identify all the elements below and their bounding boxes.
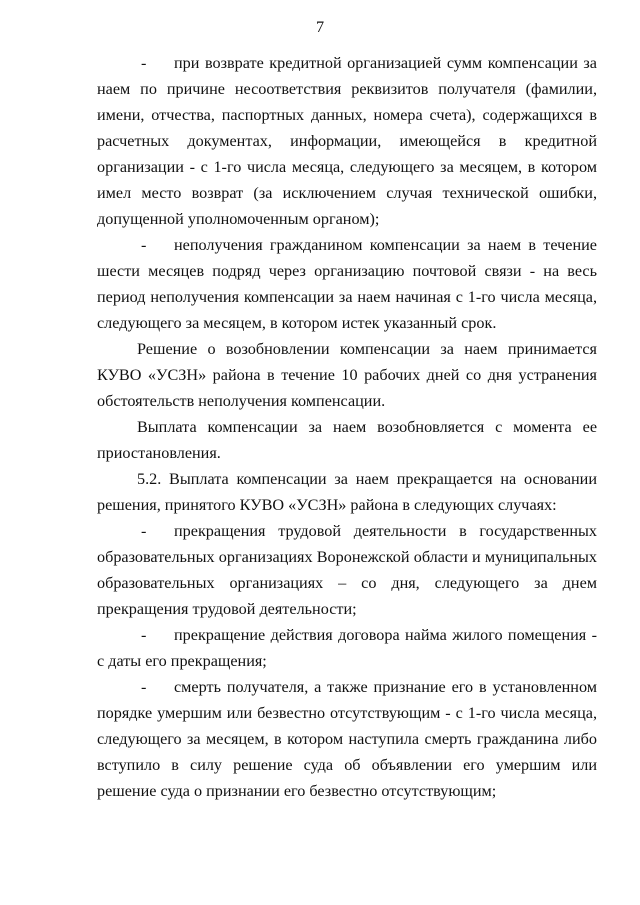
list-item [97,518,597,622]
list-item [97,50,597,232]
section-paragraph: 5.2. Выплата компенсации за наем прекращается на основании решения, принятого КУВО «УСЗН» района в следующих случаях: [97,470,597,514]
list-item-text: прекращение действия договора найма жилого помещения - с даты его прекращения; [97,626,597,670]
list-dash: - [141,54,147,72]
page-number: 7 [315,18,325,36]
list-dash: - [141,236,147,254]
list-item [97,622,597,674]
list-item [97,674,597,804]
paragraph: Выплата компенсации за наем возобновляется с момента ее приостановления. [97,418,597,462]
list-dash: - [141,626,147,644]
list-item-text: прекращения трудовой деятельности в государственных образовательных организациях Воронежской области и муниципальных образовательных организациях – со дня, следующего за днем прекращения трудовой деятельности; [97,522,597,618]
list-dash: - [141,678,147,696]
list-dash: - [141,522,147,540]
document-body [97,50,597,804]
list-item-text: неполучения гражданином компенсации за наем в течение шести месяцев подряд через организацию почтовой связи - на весь период неполучения компенсации за наем начиная с 1-го числа месяца, следующего за месяцем, в котором истек указанный срок. [97,236,597,332]
list-item-text: при возврате кредитной организацией сумм компенсации за наем по причине несоответствия реквизитов получателя (фамилии, имени, отчества, паспортных данных, номера счета), содержащихся в расчетных документах, информации, имеющейся в кредитной организации - с 1-го числа месяца, следующего за месяцем, в котором имел место возврат (за исключением случая технической ошибки, допущенной уполномоченным органом); [97,54,597,228]
list-item [97,232,597,336]
list-item-text: смерть получателя, а также признание его в установленном порядке умершим или безвестно отсутствующим - с 1-го числа месяца, следующего за месяцем, в котором наступила смерть гражданина либо вступило в силу решение суда об объявлении его умершим или решение суда о признании его безвестно отсутствующим; [97,678,597,800]
paragraph: Решение о возобновлении компенсации за наем принимается КУВО «УСЗН» района в течение 10 рабочих дней со дня устранения обстоятельств неполучения компенсации. [97,340,597,410]
